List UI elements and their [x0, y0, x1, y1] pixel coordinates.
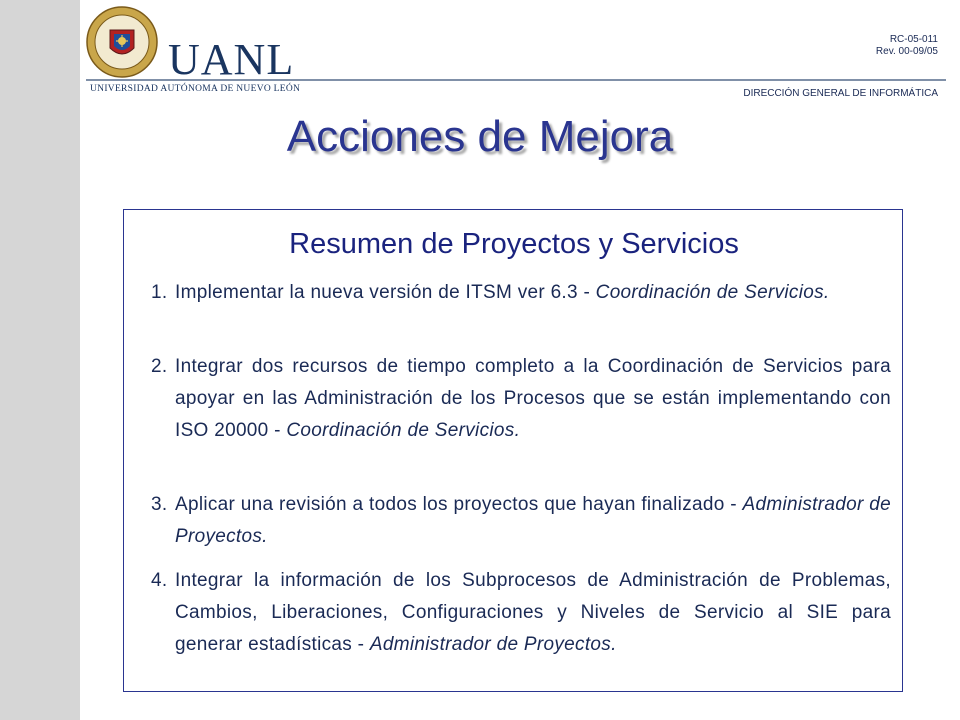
item-number: 1. — [151, 282, 168, 303]
item-body — [175, 351, 891, 447]
slide-title: Acciones de Mejora — [286, 112, 674, 161]
item-owner: Coordinación de Servicios. — [286, 420, 521, 441]
summary-heading: Resumen de Proyectos y Servicios — [289, 228, 739, 260]
summary-box — [123, 209, 903, 692]
item-owner: Coordinación de Servicios. — [595, 282, 830, 303]
item-text: Aplicar una revisión a todos los proyectos que hayan finalizado - — [175, 494, 743, 515]
department-name: DIRECCIÓN GENERAL DE INFORMÁTICA — [743, 88, 938, 99]
item-body — [175, 565, 891, 661]
item-text: Implementar la nueva versión de ITSM ver 6.3 - — [175, 282, 596, 303]
item-body — [175, 489, 891, 553]
item-number: 4. — [151, 570, 168, 591]
item-body — [175, 277, 891, 309]
item-owner: Administrador de Proyectos. — [175, 494, 891, 547]
university-seal-icon — [86, 6, 158, 78]
item-text: Integrar dos recursos de tiempo completo a la Coordinación de Servicios para apoyar en las Administración de los Procesos que se están implementando con ISO 20000 - — [175, 356, 891, 441]
doc-revision: Rev. 00-09/05 — [875, 46, 938, 57]
header-divider — [86, 79, 946, 81]
list-item — [151, 277, 891, 309]
list-item — [151, 351, 891, 447]
item-number: 2. — [151, 356, 168, 377]
document-code — [876, 34, 938, 58]
list-item — [151, 565, 891, 661]
list-item — [151, 489, 891, 553]
doc-code-number: RC-05-011 — [889, 34, 938, 45]
item-owner: Administrador de Proyectos. — [369, 634, 617, 655]
university-name: UNIVERSIDAD AUTÓNOMA DE NUEVO LEÓN — [90, 84, 301, 94]
item-text: Integrar la información de los Subprocesos de Administración de Problemas, Cambios, Liberaciones, Configuraciones y Niveles de Servicio al SIE para generar estadísticas - — [175, 570, 891, 655]
uanl-wordmark: UANL — [168, 35, 295, 84]
side-bar — [0, 0, 80, 720]
item-number: 3. — [151, 494, 168, 515]
